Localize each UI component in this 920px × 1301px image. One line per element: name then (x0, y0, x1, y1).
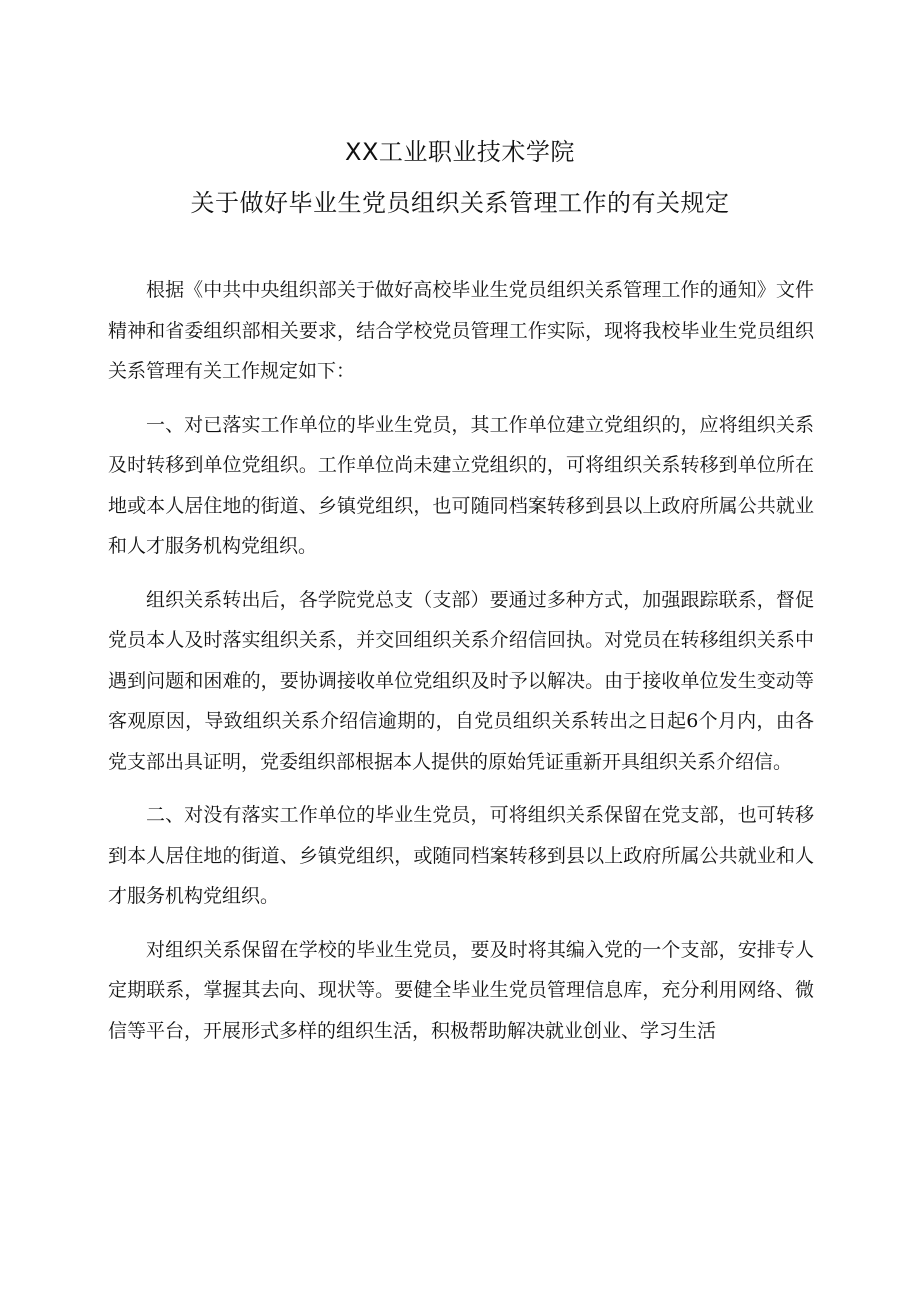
document-title-line2: 关于做好毕业生党员组织关系管理工作的有关规定 (190, 189, 730, 217)
paragraph-item-2-followup: 对组织关系保留在学校的毕业生党员，要及时将其编入党的一个支部，安排专人定期联系，掌握其去向、现状等。要健全毕业生党员管理信息库，充分利用网络、微信等平台，开展形式多样的组织生活，积极帮助解决就业创业、学习生活 (108, 938, 814, 1042)
document-title-line1: XX工业职业技术学院 (345, 138, 575, 166)
document-body (108, 270, 814, 1064)
paragraph-item-2: 二、对没有落实工作单位的毕业生党员，可将组织关系保留在党支部，也可转移到本人居住地的街道、乡镇党组织，或随同档案转移到县以上政府所属公共就业和人才服务机构党组织。 (108, 804, 814, 907)
paragraph-item-1: 一、对已落实工作单位的毕业生党员，其工作单位建立党组织的，应将组织关系及时转移到单位党组织。工作单位尚未建立党组织的，可将组织关系转移到单位所在地或本人居住地的街道、乡镇党组织，也可随同档案转移到县以上政府所属公共就业和人才服务机构党组织。 (108, 413, 814, 557)
paragraph-item-1-followup: 组织关系转出后，各学院党总支（支部）要通过多种方式，加强跟踪联系，督促党员本人及时落实组织关系，并交回组织关系介绍信回执。对党员在转移组织关系中遇到问题和困难的，要协调接收单位党组织及时予以解决。由于接收单位发生变动等客观原因，导致组织关系介绍信逾期的，自党员组织关系转出之日起6个月内，由各党支部出具证明，党委组织部根据本人提供的原始凭证重新开具组织关系介绍信。 (108, 588, 814, 773)
paragraph-intro: 根据《中共中央组织部关于做好高校毕业生党员组织关系管理工作的通知》文件精神和省委组织部相关要求，结合学校党员管理工作实际，现将我校毕业生党员组织关系管理有关工作规定如下： (108, 279, 814, 382)
